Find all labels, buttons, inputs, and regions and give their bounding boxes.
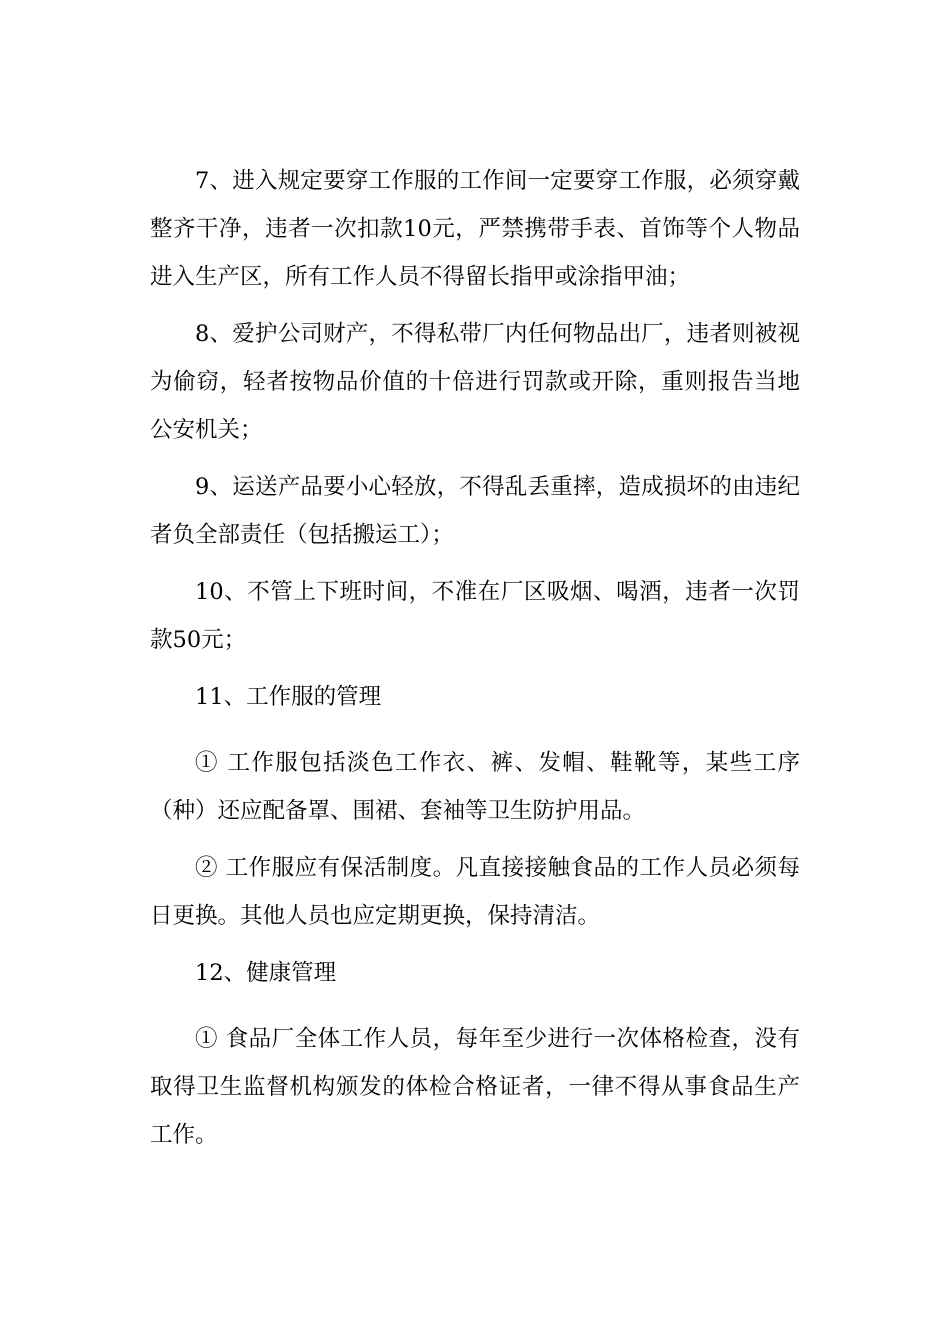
rule-7-paragraph: 7、进入规定要穿工作服的工作间一定要穿工作服，必须穿戴整齐干净，违者一次扣款10元，严禁携带手表、首饰等个人物品进入生产区，所有工作人员不得留长指甲或涂指甲油； [150,168,800,290]
rule-12-heading: 12、健康管理 [195,960,337,986]
rule-12-item-1: ① 食品厂全体工作人员，每年至少进行一次体格检查，没有取得卫生监督机构颁发的体检合格证者，一律不得从事食品生产工作。 [150,1026,800,1148]
rule-11-item-1: ① 工作服包括淡色工作衣、裤、发帽、鞋靴等，某些工序（种）还应配备罩、围裙、套袖等卫生防护用品。 [150,750,800,824]
rule-11-item-2: ② 工作服应有保活制度。凡直接接触食品的工作人员必须每日更换。其他人员也应定期更换，保持清洁。 [150,855,800,929]
document-body [150,157,800,1159]
rule-11-heading: 11、工作服的管理 [195,684,382,710]
rule-9-paragraph: 9、运送产品要小心轻放，不得乱丢重摔，造成损坏的由违纪者负全部责任（包括搬运工）； [150,474,800,548]
rule-10-paragraph: 10、不管上下班时间，不准在厂区吸烟、喝酒，违者一次罚款50元； [150,579,800,653]
rule-8-paragraph: 8、爱护公司财产，不得私带厂内任何物品出厂，违者则被视为偷窃，轻者按物品价值的十倍进行罚款或开除，重则报告当地公安机关； [150,321,800,443]
